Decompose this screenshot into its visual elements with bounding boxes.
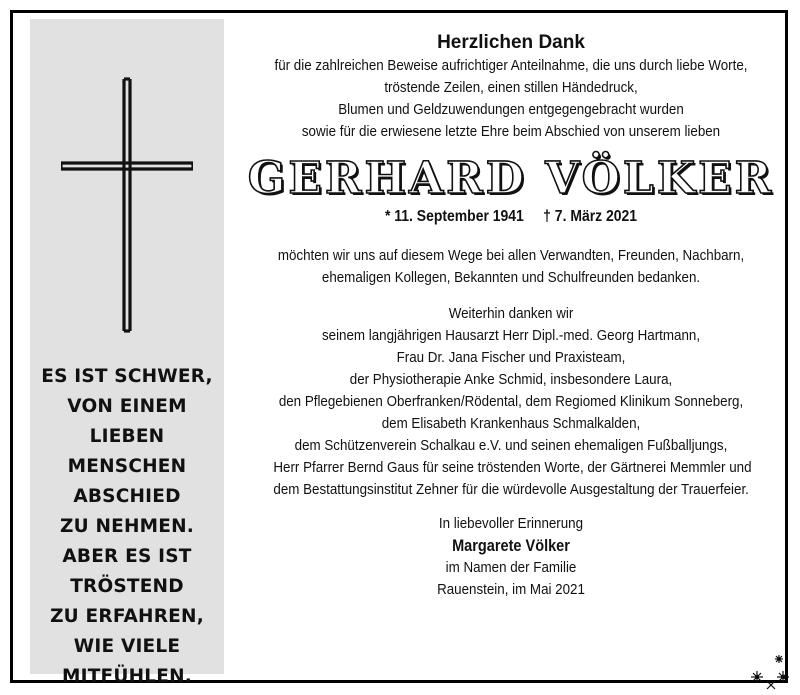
closing-line: im Namen der Familie — [445, 559, 577, 576]
thanks-line: ehemaligen Kollegen, Bekannten und Schulfreunden bedanken. — [321, 269, 701, 286]
place-date: Rauenstein, im Mai 2021 — [437, 581, 585, 598]
special-thanks-line: dem Elisabeth Krankenhaus Schmalkalden, — [381, 415, 641, 432]
thanks-line: möchten wir uns auf diesem Wege bei allen Verwandten, Freunden, Nachbarn, — [277, 247, 745, 264]
special-thanks-line: der Physiotherapie Anke Schmid, insbesondere Laura, — [349, 371, 673, 388]
obituary-card — [10, 10, 788, 687]
closing-line: In liebevoller Erinnerung — [438, 515, 584, 532]
signer-name: Margarete Völker — [452, 537, 570, 555]
motto-line: MENSCHEN — [67, 456, 187, 477]
sidebar-panel — [30, 19, 224, 687]
life-dates: * 11. September 1941 † 7. März 2021 — [384, 208, 638, 225]
motto-line: LIEBEN — [89, 426, 165, 447]
intro-line: für die zahlreichen Beweise aufrichtiger Anteilnahme, die uns durch liebe Worte, — [274, 57, 748, 74]
motto-line: MITFÜHLEN. — [62, 666, 192, 687]
intro-line: sowie für die erwiesene letzte Ehre beim Abschied von unserem lieben — [301, 123, 721, 140]
special-thanks-line: Frau Dr. Jana Fischer und Praxisteam, — [396, 349, 626, 366]
motto-line: ZU NEHMEN. — [59, 516, 195, 537]
main-text — [241, 31, 781, 601]
special-thanks-line: Weiterhin danken wir — [448, 305, 574, 322]
motto-line: VON EINEM — [67, 396, 187, 417]
special-thanks-line: dem Bestattungsinstitut Zehner für die würdevolle Ausgestaltung der Trauerfeier. — [273, 481, 749, 498]
motto-line: ZU ERFAHREN, — [50, 606, 204, 627]
intro-line: Blumen und Geldzuwendungen entgegengebracht wurden — [338, 101, 684, 118]
motto-line: TRÖSTEND — [70, 576, 184, 597]
special-thanks-line: dem Schützenverein Schalkau e.V. und seinen ehemaligen Fußballjungs, — [294, 437, 728, 454]
cross-icon — [61, 77, 193, 333]
motto-line: ABER ES IST — [62, 546, 192, 567]
deceased-name: GERHARD VÖLKER — [247, 153, 775, 204]
special-thanks-line: Herr Pfarrer Bernd Gaus für seine tröstenden Worte, der Gärtnerei Memmler und — [273, 459, 752, 476]
intro-line: tröstende Zeilen, einen stillen Händedruck, — [384, 79, 638, 96]
special-thanks-line: seinem langjährigen Hausarzt Herr Dipl.-med. Georg Hartmann, — [321, 327, 701, 344]
motto-text — [30, 362, 224, 692]
heading: Herzlichen Dank — [437, 32, 585, 53]
motto-line: WIE VIELE — [73, 636, 181, 657]
motto-line: ES IST SCHWER, — [41, 366, 213, 387]
flower-ornament-icon — [745, 649, 797, 693]
special-thanks-line: den Pflegebienen Oberfranken/Rödental, dem Regiomed Klinikum Sonneberg, — [278, 393, 744, 410]
motto-line: ABSCHIED — [73, 486, 181, 507]
